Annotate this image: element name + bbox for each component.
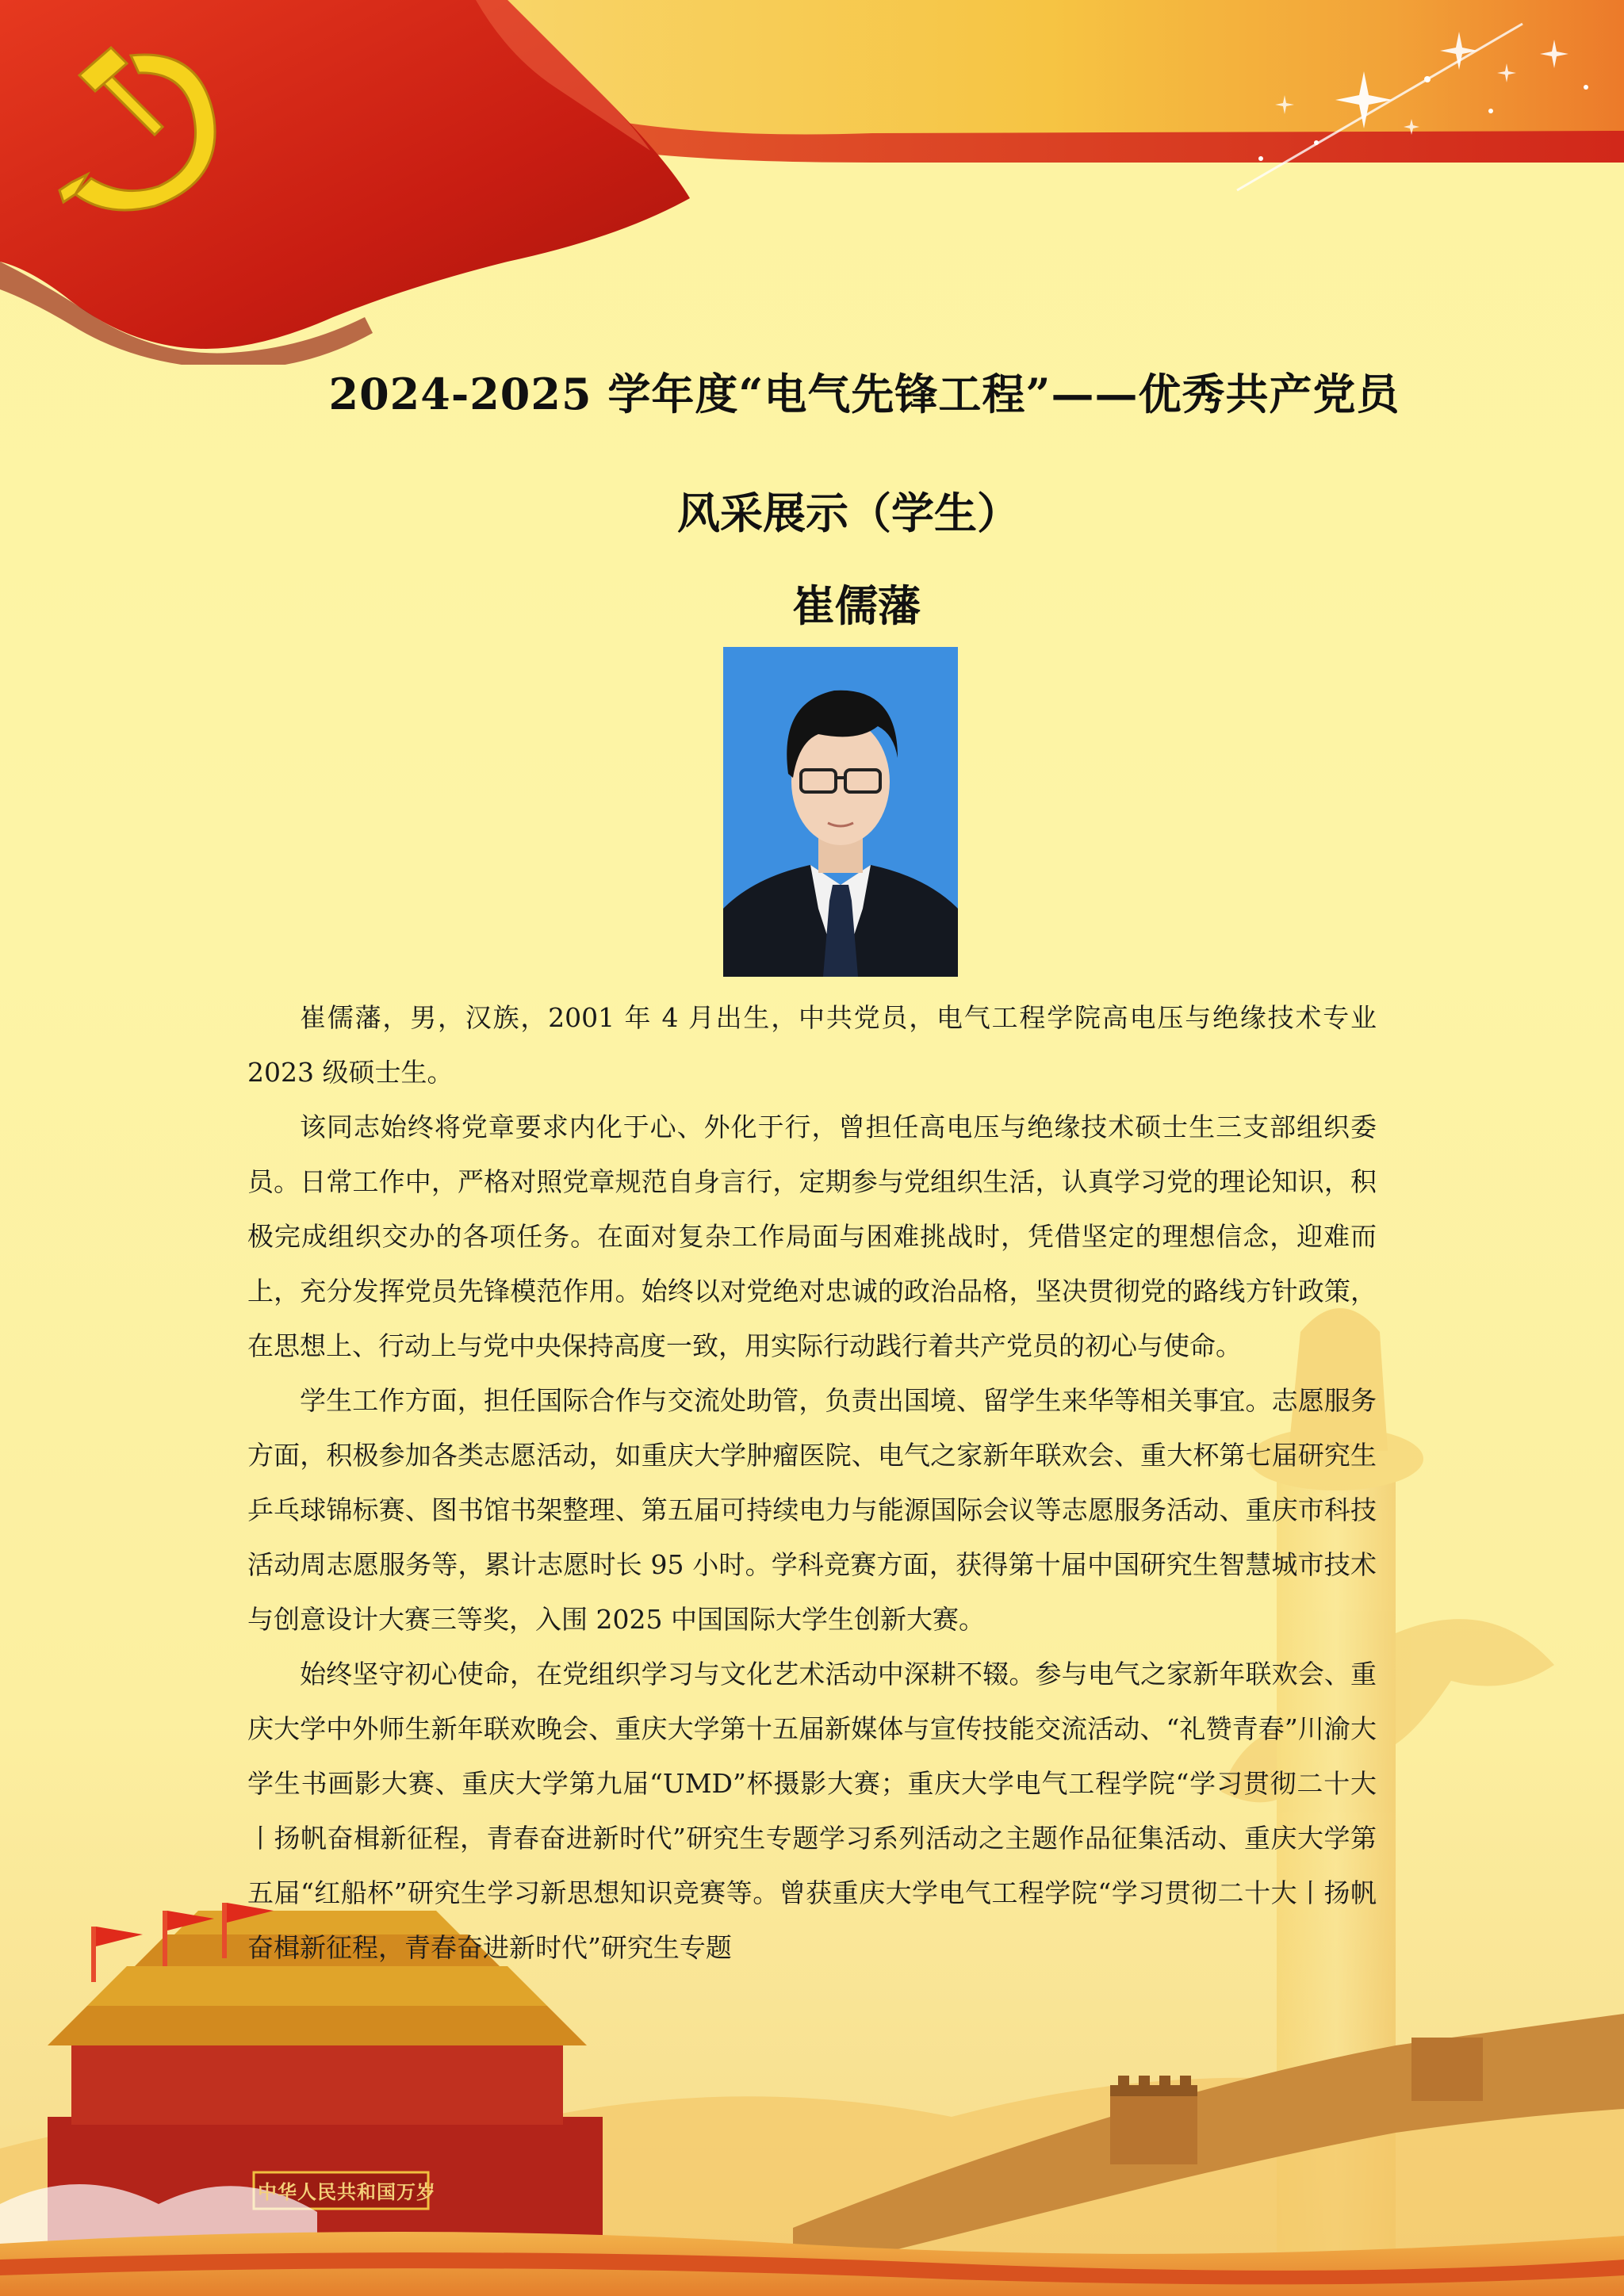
page-title: 2024-2025 学年度“电气先锋工程”——优秀共产党员 (328, 369, 1400, 419)
bio-paragraph-3: 学生工作方面，担任国际合作与交流处助管，负责出国境、留学生来华等相关事宜。志愿服务方面，积极参加各类志愿活动，如重庆大学肿瘤医院、电气之家新年联欢会、重大杯第七届研究生乒乓球锦标赛、图书馆书架整理、第五届可持续电力与能源国际会议等志愿服务活动、重庆市科技活动周志愿服务等，累计志愿时长 95 小时。学科竞赛方面，获得第十届中国研究生智慧城市技术与创意设计大赛三等奖，入围 2025 中国国际大学生创新大赛。 (247, 1385, 1377, 1635)
page-subtitle: 风采展示（学生） (677, 488, 1020, 538)
sparkle-stars (1189, 0, 1624, 238)
gate-banner-text: 中华人民共和国万岁 (258, 2180, 436, 2203)
biography (247, 990, 1377, 1975)
person-name: 崔儒藩 (792, 580, 921, 631)
bio-paragraph-4: 始终坚守初心使命，在党组织学习与文化艺术活动中深耕不辍。参与电气之家新年联欢会、重庆大学中外师生新年联欢晚会、重庆大学第十五届新媒体与宣传技能交流活动、“礼赞青春”川渝大学生书画影大赛、重庆大学第九届“UMD”杯摄影大赛；重庆大学电气工程学院“学习贯彻二十大丨扬帆奋楫新征程，青春奋进新时代”研究生专题学习系列活动之主题作品征集活动、重庆大学第五届“红船杯”研究生学习新思想知识竞赛等。曾获重庆大学电气工程学院“学习贯彻二十大丨扬帆奋楫新征程，青春奋进新时代”研究生专题 (247, 1659, 1377, 1963)
bio-paragraph-2: 该同志始终将党章要求内化于心、外化于行，曾担任高电压与绝缘技术硕士生三支部组织委员。日常工作中，严格对照党章规范自身言行，定期参与党组织生活，认真学习党的理论知识，积极完成组织交办的各项任务。在面对复杂工作局面与困难挑战时，凭借坚定的理想信念，迎难而上，充分发挥党员先锋模范作用。始终以对党绝对忠诚的政治品格，坚决贯彻党的路线方针政策，在思想上、行动上与党中央保持高度一致，用实际行动践行着共产党员的初心与使命。 (247, 1112, 1377, 1361)
party-emblem-icon (44, 32, 242, 222)
portrait-image (723, 647, 958, 977)
bio-paragraph-1: 崔儒藩，男，汉族，2001 年 4 月出生，中共党员，电气工程学院高电压与绝缘技术专业 2023 级硕士生。 (247, 1002, 1377, 1088)
portrait-photo (723, 647, 958, 977)
